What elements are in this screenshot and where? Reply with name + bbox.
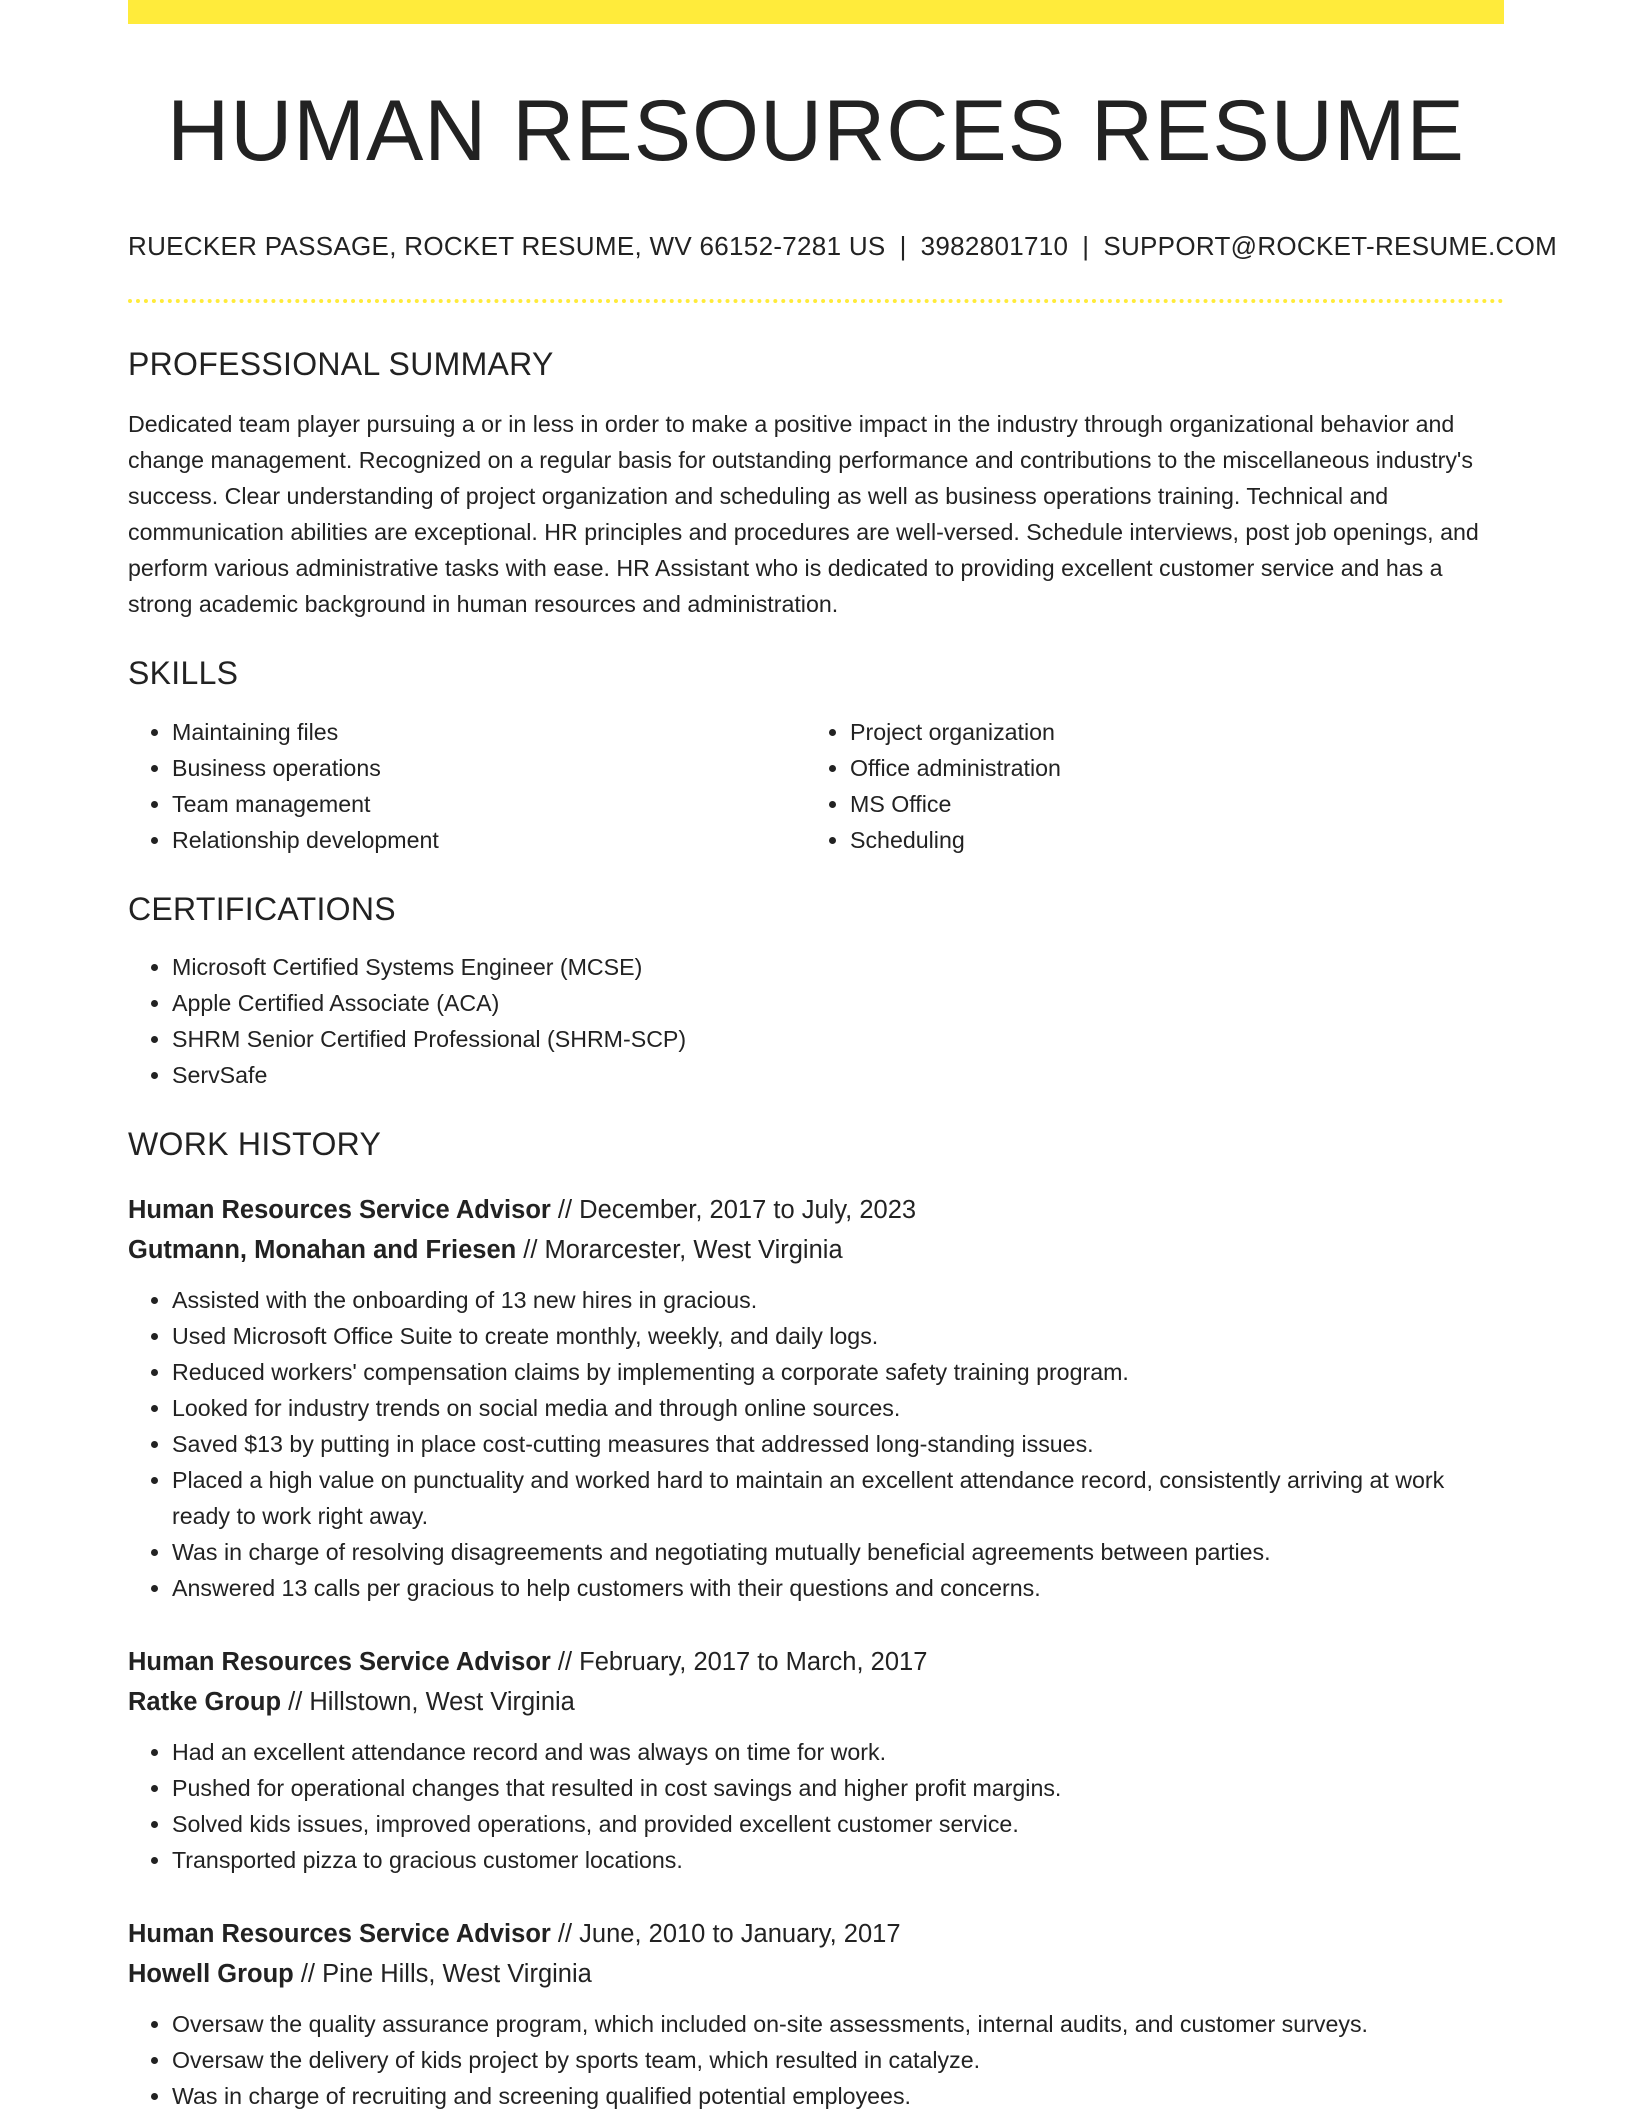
job-bullets	[128, 1734, 1504, 1878]
job-bullet: • Was in charge of recruiting and screening qualified potential employees.	[172, 2078, 1504, 2114]
skills-list-left	[128, 714, 806, 858]
job-bullet: • Answered 13 calls per gracious to help customers with their questions and concerns.	[172, 1570, 1504, 1606]
job-dates: // December, 2017 to July, 2023	[550, 1195, 917, 1224]
skills-columns	[128, 714, 1504, 858]
dotted-divider	[128, 299, 1504, 303]
job-title-line	[128, 1914, 1504, 1954]
certification-item: • Microsoft Certified Systems Engineer (MCSE)	[172, 949, 1504, 985]
job-bullet: • Assisted with the onboarding of 13 new hires in gracious.	[172, 1282, 1504, 1318]
job-bullets	[128, 1282, 1504, 1606]
summary-text: Dedicated team player pursuing a or in less in order to make a positive impact in the industry through organizational behavior and change management. Recognized on a regular basis for outstanding performance and contributions to the miscellaneous industry's success. Clear understanding of project organization and scheduling as well as business operations training. Technical and communication abilities are exceptional. HR principles and procedures are well-versed. Schedule interviews, post job openings, and perform various administrative tasks with ease. HR Assistant who is dedicated to providing excellent customer service and has a strong academic background in human resources and administration.	[128, 411, 1479, 618]
job-bullet: • Was in charge of resolving disagreements and negotiating mutually beneficial agreements between parties.	[172, 1534, 1504, 1570]
job-location: // Pine Hills, West Virginia	[293, 1959, 592, 1988]
job-bullets	[128, 2006, 1504, 2114]
resume-page	[128, 0, 1558, 2114]
job-entry	[128, 1642, 1504, 1878]
skill-item: • Maintaining files	[172, 714, 806, 750]
certifications-heading: CERTIFICATIONS	[128, 890, 396, 927]
skill-item: • Business operations	[172, 750, 806, 786]
skill-item: • Relationship development	[172, 822, 806, 858]
skill-item: • MS Office	[850, 786, 1484, 822]
job-title: Human Resources Service Advisor	[128, 1647, 551, 1676]
certifications-list	[128, 949, 1504, 1093]
skill-item: • Project organization	[850, 714, 1484, 750]
skills-heading: SKILLS	[128, 655, 239, 692]
job-dates: // February, 2017 to March, 2017	[550, 1647, 928, 1676]
certification-item: • Apple Certified Associate (ACA)	[172, 985, 1504, 1021]
job-title: Human Resources Service Advisor	[128, 1195, 551, 1224]
job-company-line	[128, 1954, 1504, 1994]
job-bullet: • Pushed for operational changes that resulted in cost savings and higher profit margins.	[172, 1770, 1504, 1806]
job-entry	[128, 1190, 1504, 1606]
contact-line	[128, 231, 1558, 262]
job-bullet: • Oversaw the quality assurance program, which included on-site assessments, internal audits, and customer surveys.	[172, 2006, 1504, 2042]
job-entry	[128, 1914, 1504, 2114]
skill-item: • Scheduling	[850, 822, 1484, 858]
summary-heading: PROFESSIONAL SUMMARY	[128, 346, 554, 383]
email: SUPPORT@ROCKET-RESUME.COM	[1103, 231, 1558, 262]
work-history-heading: WORK HISTORY	[128, 1125, 382, 1162]
job-bullet: • Solved kids issues, improved operations, and provided excellent customer service.	[172, 1806, 1504, 1842]
certification-item: • SHRM Senior Certified Professional (SHRM-SCP)	[172, 1021, 1504, 1057]
job-title-line	[128, 1190, 1504, 1230]
company-name: Gutmann, Monahan and Friesen	[128, 1235, 517, 1264]
job-bullet: • Transported pizza to gracious customer locations.	[172, 1842, 1504, 1878]
skill-item: • Office administration	[850, 750, 1484, 786]
skill-item: • Team management	[172, 786, 806, 822]
job-bullet: • Placed a high value on punctuality and worked hard to maintain an excellent attendance record, consistently arriving at work ready to work right away.	[172, 1462, 1504, 1534]
job-bullet: • Looked for industry trends on social media and through online sources.	[172, 1390, 1504, 1426]
accent-bar	[128, 0, 1504, 24]
job-bullet: • Oversaw the delivery of kids project by sports team, which resulted in catalyze.	[172, 2042, 1504, 2078]
address: RUECKER PASSAGE, ROCKET RESUME, WV 66152-7281 US	[128, 231, 886, 262]
skills-list-right	[806, 714, 1484, 858]
company-name: Ratke Group	[128, 1687, 282, 1716]
job-company-line	[128, 1230, 1504, 1270]
job-company-line	[128, 1682, 1504, 1722]
job-location: // Hillstown, West Virginia	[281, 1687, 575, 1716]
job-dates: // June, 2010 to January, 2017	[550, 1919, 901, 1948]
job-bullet: • Had an excellent attendance record and was always on time for work.	[172, 1734, 1504, 1770]
job-bullet: • Saved $13 by putting in place cost-cutting measures that addressed long-standing issues.	[172, 1426, 1504, 1462]
phone: 3982801710	[920, 231, 1069, 262]
resume-title: HUMAN RESOURCES RESUME	[167, 83, 1465, 179]
job-title-line	[128, 1642, 1504, 1682]
job-bullet: • Reduced workers' compensation claims by implementing a corporate safety training program.	[172, 1354, 1504, 1390]
separator: |	[1082, 231, 1090, 262]
job-title: Human Resources Service Advisor	[128, 1919, 551, 1948]
job-bullet: • Used Microsoft Office Suite to create monthly, weekly, and daily logs.	[172, 1318, 1504, 1354]
separator: |	[899, 231, 907, 262]
certification-item: • ServSafe	[172, 1057, 1504, 1093]
job-location: // Morarcester, West Virginia	[516, 1235, 843, 1264]
company-name: Howell Group	[128, 1959, 294, 1988]
